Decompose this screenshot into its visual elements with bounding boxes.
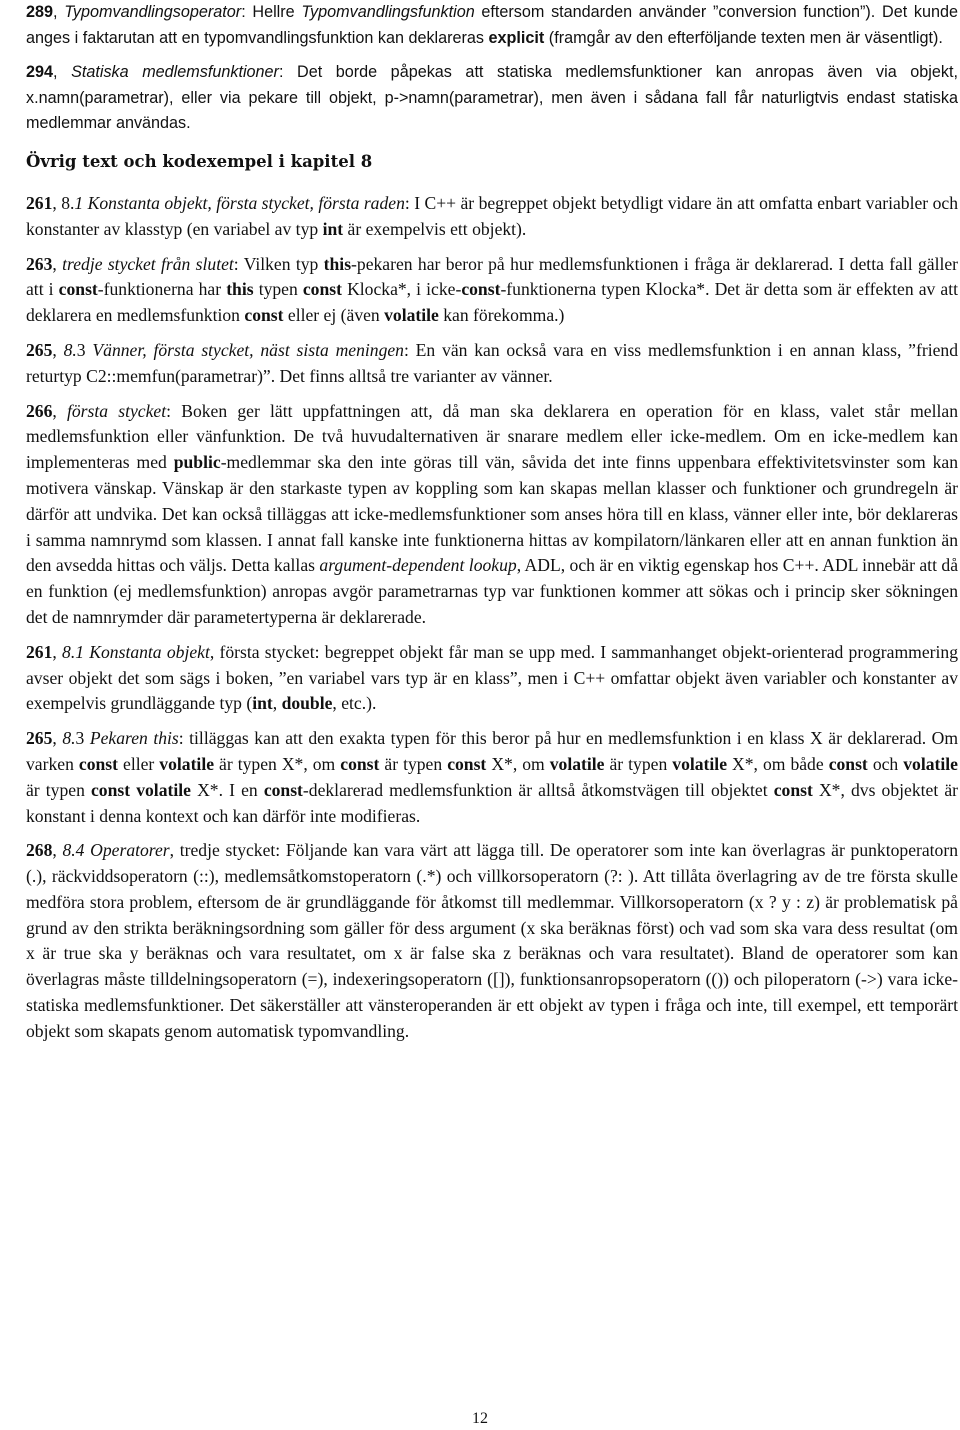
italic-text: första stycket: [67, 400, 167, 421]
body-text: -pekaren har beror på hur medlemsfunktionen i fråga är deklarerad. I detta fall gäller att i: [26, 253, 959, 300]
body-text: ,: [272, 693, 282, 714]
body-text: 3: [75, 728, 90, 749]
body-text: : Det borde påpekas att statiska medlemsfunktioner kan anropas även via objekt, x.namn(parametrar), eller via pekare till objekt, p->namn(parametrar), men även i sådana fall får naturligtvis endast statiska medlemmar användas.: [26, 63, 958, 133]
italic-text: argument-dependent lookup: [319, 555, 517, 576]
body-text: , tredje stycket: Följande kan vara värt att lägga till. De operatorer som inte kan överlagras är punktoperatorn (.), räckviddsoperatorn (::), medlemsåtkomstoperatorn (.*) och villkorsoperatorn (?: ). Att tillåta överlagring av de tre första skulle medföra stora problem, eftersom de är grundläggande för åtkomst till medlemmar. Villkorsoperatorn (x ? y : z) är problematisk på grund av den strikta beräkningsordning som gäller för dess argument (x ska beräknas först) och vad som ska vara dess resultat (om x är true ska y beräknas och vara resultatet, om x är false ska z beräknas och vara resultatet). Bland de operatorer som kan överlagras måste tilldelningsoperatorn (=), indexeringsoperatorn ([]), funktionsanropsoperatorn (()) och piloperatorn (->) vara icke-statiska medlemsfunktioner. Det säkerställer att vänsteroperanden är ett objekt av typen i fråga och inte, till exempel, ett temporärt objekt som skapats genom automatisk typomvandling.: [26, 840, 959, 1041]
italic-text: 8.4 Operatorer: [62, 840, 170, 861]
bold-text: const volatile: [91, 779, 191, 800]
bold-text: const: [340, 753, 380, 774]
body-text: : En vän kan också vara en viss medlemsfunktion i en annan klass, ”friend returtyp C2::memfun(parametrar)”. Det finns alltså tre varianter av vänner.: [26, 339, 959, 386]
bold-text: double: [281, 693, 333, 714]
paragraph-268: [26, 838, 958, 1044]
body-text: X*, om: [486, 753, 550, 774]
body-text: är typen X*, om: [214, 753, 341, 774]
italic-text: Pekaren this: [89, 728, 179, 749]
body-text: ,: [52, 840, 63, 861]
body-text: : I C++ är begreppet objekt betydligt vidare än att omfatta enbart variabler och konstanter av klasstyp (en variabel av typ: [26, 192, 958, 239]
bold-text: 263: [26, 253, 53, 274]
body-text: ,: [52, 339, 64, 360]
body-text: Klocka*, i icke-: [341, 279, 462, 300]
body-text: ,: [52, 641, 63, 662]
bold-text: public: [173, 452, 221, 473]
body-text: är typen: [604, 753, 673, 774]
body-text: -deklarerad medlemsfunktion är alltså åtkomstvägen till objektet: [302, 779, 774, 800]
paragraph-261-b: [26, 640, 958, 717]
bold-text: const: [447, 753, 487, 774]
body-text: ,: [52, 400, 67, 421]
body-text: 3: [76, 339, 93, 360]
body-text: typen: [253, 279, 303, 300]
italic-text: Statiska medlemsfunktioner: [71, 63, 279, 82]
bold-text: 265: [26, 728, 53, 749]
bold-text: int: [322, 218, 344, 239]
body-text: , 8.: [52, 192, 75, 213]
body-text: , etc.).: [332, 693, 377, 714]
bold-text: volatile: [384, 305, 439, 326]
body-text: , ADL, och är en viktig egenskap hos C++. ADL innebär att då en funktion (ej medlemsfunktion) anropas avgör parametrarnas typ var funktionen kommer att sökas och i princip sker sökningen det de namnrymder där parametertyperna är deklarerade.: [26, 555, 959, 627]
body-text: ,: [53, 63, 72, 82]
paragraph-265-a: [26, 338, 958, 390]
body-text: eller ej (även: [283, 305, 385, 326]
bold-text: 268: [26, 840, 53, 861]
bold-text: explicit: [488, 28, 545, 47]
bold-text: 261: [26, 192, 53, 213]
bold-text: 261: [26, 641, 53, 662]
bold-text: this: [226, 279, 254, 300]
italic-text: 8.: [62, 728, 76, 749]
bold-text: 265: [26, 339, 53, 360]
paragraph-261-a: [26, 191, 958, 243]
bold-text: this: [323, 253, 352, 274]
bold-text: const: [828, 753, 868, 774]
bold-text: volatile: [672, 753, 728, 774]
body-text: eller: [118, 753, 160, 774]
paragraph-289: [26, 0, 958, 51]
document-page: [26, 0, 958, 1054]
body-text: X*, om både: [727, 753, 829, 774]
italic-text: 1 Konstanta objekt, första stycket, första raden: [74, 192, 405, 213]
body-text: eftersom standarden använder ”conversion function”). Det kunde anges i faktarutan att en typomvandlingsfunktion kan deklareras: [26, 3, 958, 47]
bold-text: const: [773, 779, 813, 800]
body-text: är typen: [379, 753, 448, 774]
bold-text: const: [263, 779, 303, 800]
bold-text: volatile: [903, 753, 958, 774]
italic-text: 8.1 Konstanta objekt: [62, 641, 210, 662]
paragraph-294: [26, 60, 958, 137]
body-text: är typen: [26, 779, 91, 800]
bold-text: const: [58, 279, 98, 300]
italic-text: Typomvandlingsfunktion: [301, 3, 475, 21]
body-text: och: [867, 753, 904, 774]
body-text: , första stycket: begreppet objekt får man se upp med. I sammanhanget objekt-orienterad programmering avser objekt det som sägs i boken, ”en variabel vars typ är en klass”, men i C++ omfattar objekt även variabler och konstanter av exempelvis grundläggande typ (: [26, 641, 958, 714]
page-number: 12: [472, 1410, 488, 1427]
body-text: ,: [53, 3, 65, 21]
italic-text: Typomvandlingsoperator: [64, 3, 242, 21]
bold-text: 289: [26, 3, 54, 21]
bold-text: 266: [26, 400, 53, 421]
body-text: : Vilken typ: [233, 253, 324, 274]
body-text: ,: [52, 253, 63, 274]
bold-text: volatile: [549, 753, 605, 774]
section-heading: Övrig text och kodexempel i kapitel 8: [26, 151, 373, 171]
bold-text: volatile: [159, 753, 215, 774]
body-text: är exempelvis ett objekt).: [343, 218, 527, 239]
bold-text: const: [461, 279, 501, 300]
body-text: ,: [52, 728, 63, 749]
body-text: X*, dvs objektet är konstant i denna kontext och kan därför inte modifieras.: [26, 779, 959, 826]
bold-text: const: [78, 753, 118, 774]
paragraph-265-b: [26, 726, 958, 829]
body-text: -funktionerna typen Klocka*. Det är detta som är effekten av att deklarera en medlemsfunktion: [26, 279, 958, 326]
body-text: (framgår av den efterföljande texten men är väsentligt).: [544, 28, 943, 47]
paragraph-266: [26, 399, 958, 631]
italic-text: tredje stycket från slutet: [62, 253, 234, 274]
bold-text: const: [244, 305, 284, 326]
body-text: -medlemmar ska den inte göras till vän, såvida det inte finns uppenbara effektivitetsvinster som kan motivera vänskap. Vänskap är den starkaste typen av koppling som kan skapas mellan klasser och funktioner och grundregeln är därför att undvika. Det kan också tilläggas att icke-medlemsfunktioner som anses höra till en klass, vänner eller inte, bör deklareras i samma namnrymd som klassen. I annat fall kanske inte funktionerna hittas av kompilatorn/länkaren eller att en annan funktion än den avsedda hittas och väljs. Detta kallas: [26, 452, 958, 576]
body-text: : Hellre: [241, 3, 302, 21]
body-text: : tilläggas kan att den exakta typen för this beror på hur en medlemsfunktion i en klass X är deklarerad. Om varken: [26, 728, 958, 774]
bold-text: const: [302, 279, 342, 300]
body-text: : Boken ger lätt uppfattningen att, då man ska deklarera en operation för en klass, valet står mellan medlemsfunktion eller vänfunktion. De två huvudalternativen är snarare medlem eller icke-medlem. Om en icke-medlem kan implementeras med: [26, 400, 958, 473]
body-text: -funktionerna har: [97, 279, 227, 300]
bold-text: int: [252, 693, 273, 714]
body-text: X*. I en: [190, 779, 264, 800]
paragraph-263: [26, 252, 958, 329]
bold-text: 294: [26, 63, 54, 82]
body-text: kan förekomma.): [438, 305, 565, 326]
italic-text: Vänner, första stycket, näst sista meningen: [92, 339, 404, 360]
italic-text: 8.: [63, 339, 77, 360]
